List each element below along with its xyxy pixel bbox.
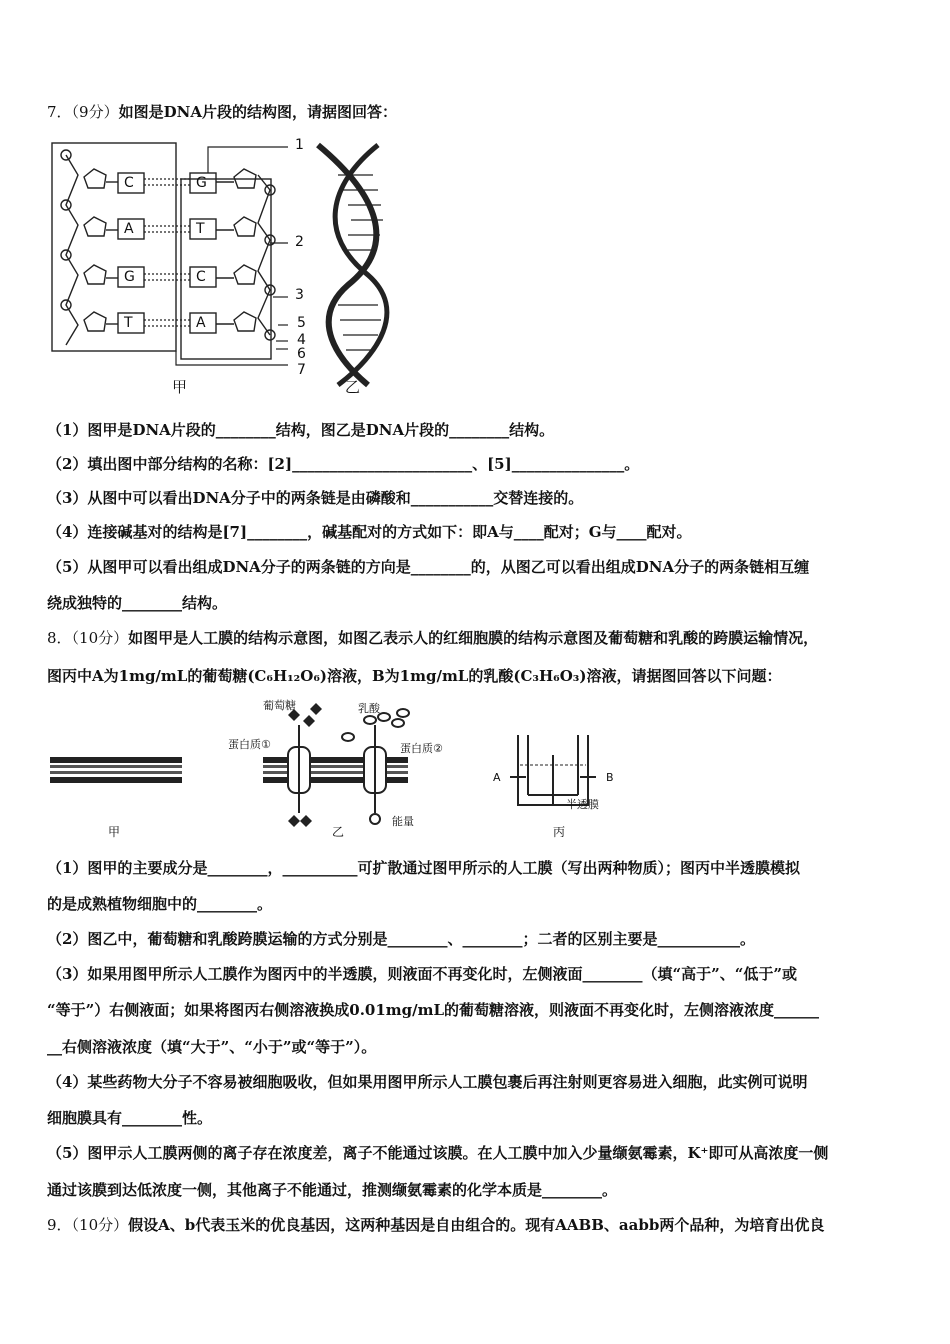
dna-number-4: 4: [297, 332, 306, 348]
q8-line-7: （4）某些药物大分子不容易被细胞吸收，但如果用图甲所示人工膜包裹后再注射则更容易进入细胞，此实例可说明: [47, 1073, 808, 1091]
q7-line-4: （4）连接碱基对的结构是[7]________，碱基配对的方式如下：即A与____配对；G与____配对。: [47, 523, 692, 541]
label-protein-1: 蛋白质①: [228, 738, 271, 751]
dna-number-2: 2: [295, 234, 304, 250]
label-glucose: 葡萄糖: [263, 699, 296, 712]
label-protein-2: 蛋白质②: [400, 742, 443, 755]
q8-line-10: 通过该膜到达低浓度一侧，其他离子不能通过，推测缬氨霉素的化学本质是________。: [47, 1181, 618, 1199]
label-energy: 能量: [392, 815, 414, 828]
q8-number: 8．（10分）: [47, 629, 129, 647]
q9-number: 9．（10分）: [47, 1216, 129, 1234]
dna-structure-figure: [48, 135, 428, 395]
q7-line-2: （2）填出图中部分结构的名称：[2]________________________、[5]_______________。: [47, 455, 640, 473]
label-side-b: B: [606, 771, 614, 784]
q8-line-5: “等于”）右侧液面；如果将图丙右侧溶液换成0.01mg/mL的葡萄糖溶液，则液面不再变化时，左侧溶液浓度______: [47, 1001, 820, 1019]
q8-line-8: 细胞膜具有________性。: [47, 1109, 213, 1127]
q8-line-3: （2）图乙中，葡萄糖和乳酸跨膜运输的方式分别是________、________；二者的区别主要是___________。: [47, 930, 755, 948]
q7-line-5: （5）从图甲可以看出组成DNA分子的两条链的方向是________的，从图乙可以看出组成DNA分子的两条链相互缠: [47, 558, 810, 576]
base-left-4: T: [124, 315, 133, 331]
dna-number-7: 7: [297, 362, 306, 378]
q7-header-text: 如图是DNA片段的结构图，请据图回答：: [118, 103, 397, 121]
base-left-1: C: [124, 175, 134, 191]
membrane-label-bing: 丙: [553, 825, 566, 839]
q8-line-9: （5）图甲示人工膜两侧的离子存在浓度差，离子不能通过该膜。在人工膜中加入少量缬氨霉素，K⁺即可从高浓度一侧: [47, 1144, 829, 1162]
q9-header: [47, 1215, 824, 1235]
q7-line-1: （1）图甲是DNA片段的________结构，图乙是DNA片段的________结构。: [47, 421, 555, 439]
q8-line-intro: 图丙中A为1mg/mL的葡萄糖(C₆H₁₂O₆)溶液，B为1mg/mL的乳酸(C₃H₆O₃)溶液，请据图回答以下问题：: [47, 667, 782, 685]
figure-label-jia: 甲: [172, 378, 188, 396]
q7-number: 7．（9分）: [47, 103, 119, 121]
base-left-2: A: [124, 221, 134, 237]
label-semipermeable-membrane: 半透膜: [566, 798, 599, 811]
base-right-2: T: [196, 221, 205, 237]
base-right-3: C: [196, 269, 206, 285]
base-right-4: A: [196, 315, 206, 331]
q8-line-6: __右侧溶液浓度（填“大于”、“小于”或“等于”）。: [47, 1038, 377, 1056]
dna-number-3: 3: [295, 287, 304, 303]
label-lactic-acid: 乳酸: [358, 702, 380, 715]
membrane-label-yi: 乙: [332, 825, 345, 839]
q7-line-3: （3）从图中可以看出DNA分子中的两条链是由磷酸和___________交替连接的。: [47, 489, 584, 507]
membrane-label-jia: 甲: [108, 825, 121, 839]
dna-number-1: 1: [295, 137, 304, 153]
base-right-1: G: [196, 175, 207, 191]
dna-number-5: 5: [297, 315, 306, 331]
q7-header: [47, 102, 397, 122]
q8-line-4: （3）如果用图甲所示人工膜作为图丙中的半透膜，则液面不再变化时，左侧液面________（填“高于”、“低于”或: [47, 965, 797, 983]
q8-header: [47, 628, 818, 648]
label-side-a: A: [493, 771, 501, 784]
q8-header-text: 如图甲是人工膜的结构示意图，如图乙表示人的红细胞膜的结构示意图及葡萄糖和乳酸的跨膜运输情况，: [128, 629, 819, 647]
q7-line-6: 绕成独特的________结构。: [47, 594, 228, 612]
q8-line-1: （1）图甲的主要成分是________，__________可扩散通过图甲所示的人工膜（写出两种物质）；图丙中半透膜模拟: [47, 859, 800, 877]
base-left-3: G: [124, 269, 135, 285]
figure-label-yi: 乙: [345, 378, 361, 396]
q8-line-2: 的是成熟植物细胞中的________。: [47, 895, 273, 913]
dna-number-6: 6: [297, 346, 306, 362]
q9-header-text: 假设A、b代表玉米的优良基因，这两种基因是自由组合的。现有AABB、aabb两个品种，为培育出优良: [128, 1216, 825, 1234]
